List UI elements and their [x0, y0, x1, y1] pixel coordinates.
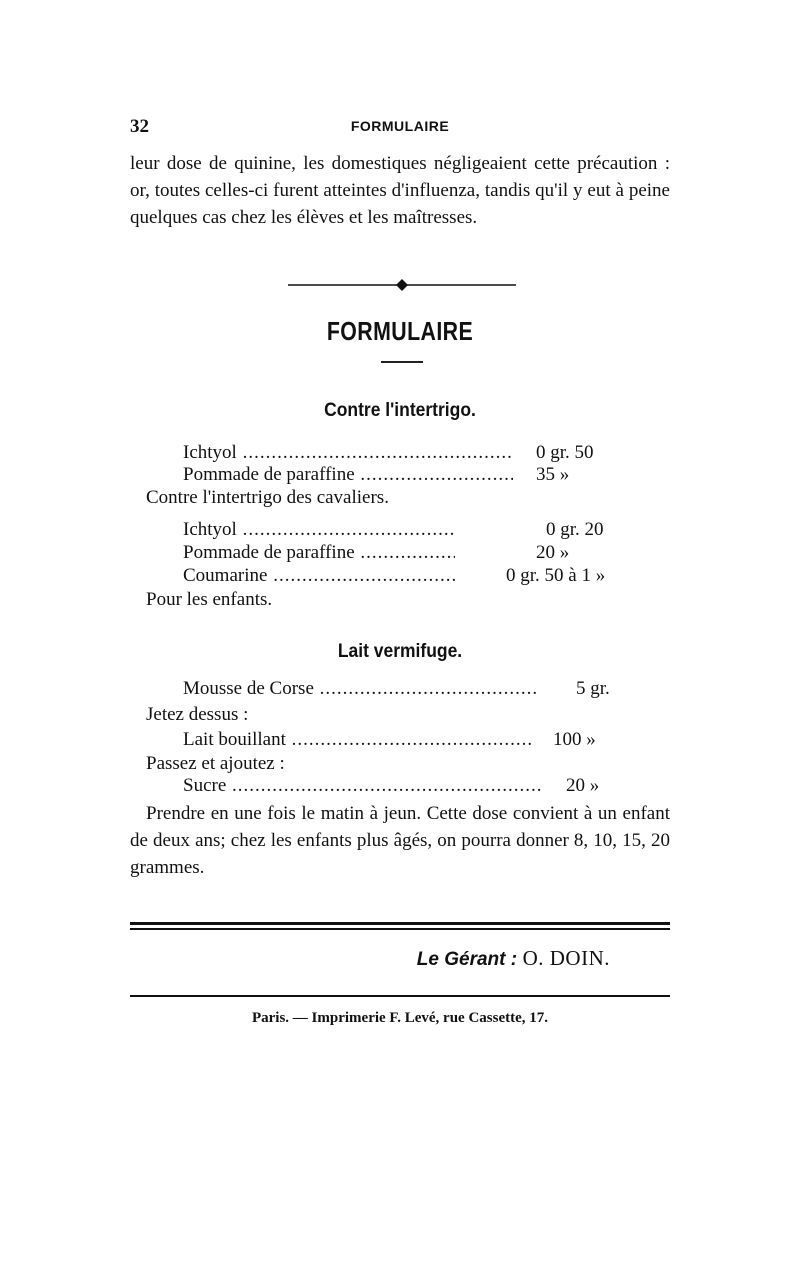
recipe-step: Passez et ajoutez : [146, 753, 285, 774]
imprint-rule [130, 995, 670, 997]
recipe-item-qty: 0 gr. 50 [536, 442, 594, 463]
section-title: FORMULAIRE [326, 316, 474, 346]
recipe-item-qty: 20 » [536, 542, 570, 563]
ornament-divider [288, 278, 516, 292]
recipe-item-name: Ichtyol ..... [183, 518, 455, 542]
dosage-paragraph: Prendre en une fois le matin à jeun. Cette dose convient à un enfant de deux ans; chez les enfants plus âgés, on pourra donner 8, 10, 15, 20 grammes. [130, 803, 670, 878]
recipe-item-name: Ichtyol ..... [183, 441, 513, 465]
vermifuge-heading: Lait vermifuge. [337, 641, 463, 662]
recipe-item-qty: 0 gr. 50 à 1 » [506, 565, 606, 586]
manager-label: Le Gérant : [416, 949, 518, 970]
manager-signature [417, 945, 610, 971]
running-title: FORMULAIRE [350, 118, 450, 134]
running-head [130, 116, 670, 140]
recipe-note: Contre l'intertrigo des cavaliers. [146, 487, 389, 508]
recipe-item-name: Pommade de paraffine ..... [183, 463, 513, 487]
recipe-item-qty: 35 » [536, 464, 570, 485]
footer-rule-thin [130, 928, 670, 930]
recipe-step: Jetez dessus : [146, 704, 249, 725]
recipe-item-name: Pommade de paraffine ..... [183, 541, 455, 565]
recipe-item-name: Lait bouillant ..... [183, 728, 533, 752]
printer-imprint: Paris. — Imprimerie F. Levé, rue Cassette, 17. [251, 1010, 549, 1026]
recipe-item-qty: 0 gr. 20 [546, 519, 604, 540]
intro-paragraph: leur dose de quinine, les domestiques négligeaient cette précaution : or, toutes celles-ci furent atteintes d'influenza, tandis qu'il y eut à peine quelques cas chez les élèves et les maîtresses. [130, 153, 670, 228]
recipe-item-name: Sucre ..... [183, 774, 543, 798]
recipe-item-qty: 5 gr. [576, 678, 610, 699]
footer-rule-thick [130, 922, 670, 925]
recipe-note: Pour les enfants. [146, 589, 273, 610]
title-rule [381, 361, 423, 363]
recipe-item-qty: 100 » [553, 729, 596, 750]
manager-name: O. DOIN. [522, 946, 610, 970]
recipe-item-qty: 20 » [566, 775, 600, 796]
recipe-item-name: Mousse de Corse ..... [183, 677, 538, 701]
page-number: 32 [130, 116, 149, 137]
recipe-item-name: Coumarine ..... [183, 564, 455, 588]
intertrigo-heading: Contre l'intertrigo. [324, 400, 476, 421]
